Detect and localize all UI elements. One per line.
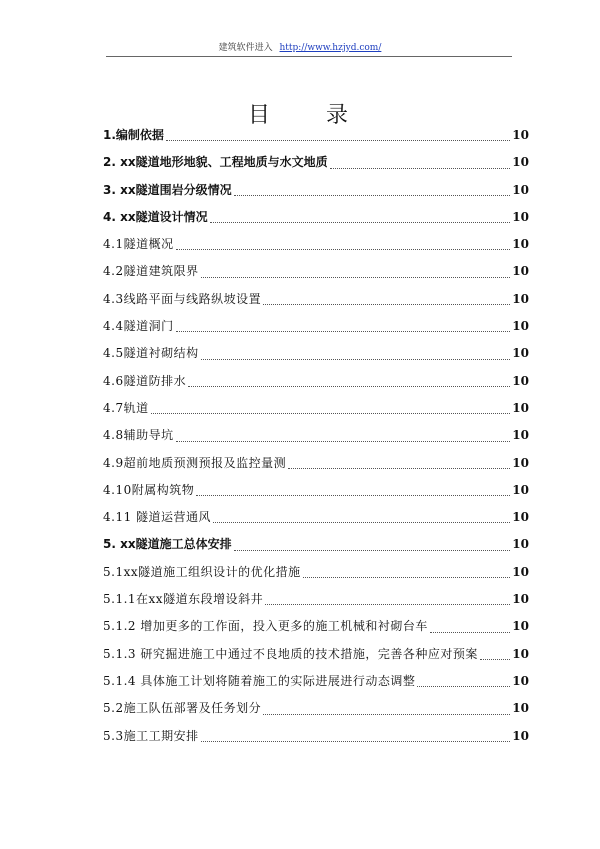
toc-entry-page: 10 [512, 728, 529, 743]
toc-entry-label: 4.8辅助导坑 [103, 428, 174, 443]
toc-leader-dots [303, 577, 511, 578]
toc-entry-label: 1.编制依据 [103, 128, 164, 142]
toc-entry[interactable] [103, 723, 529, 750]
toc-entry-page: 10 [512, 264, 529, 279]
toc-entry[interactable] [103, 122, 529, 149]
toc-entry[interactable] [103, 286, 529, 313]
toc-entry[interactable] [103, 586, 529, 613]
toc-entry[interactable] [103, 231, 529, 258]
toc-leader-dots [265, 604, 510, 605]
toc-entry[interactable] [103, 204, 529, 231]
toc-leader-dots [176, 441, 511, 442]
toc-entry[interactable] [103, 177, 529, 204]
toc-entry[interactable] [103, 559, 529, 586]
toc-entry-label: 3. xx隧道围岩分级情况 [103, 182, 232, 197]
toc-entry-label: 5.1.2 增加更多的工作面，投入更多的施工机械和衬砌台车 [103, 619, 428, 634]
toc-leader-dots [201, 741, 511, 742]
toc-entry[interactable] [103, 450, 529, 477]
toc-entry-page: 10 [512, 510, 529, 525]
toc-entry-page: 10 [512, 291, 529, 306]
toc-entry-label: 5.1.4 具体施工计划将随着施工的实际进展进行动态调整 [103, 673, 416, 688]
toc-entry-page: 10 [512, 128, 529, 142]
toc-entry-label: 2. xx隧道地形地貌、工程地质与水文地质 [103, 155, 328, 170]
header-divider [106, 56, 512, 57]
toc-leader-dots [234, 550, 511, 551]
toc-entry-label: 5.3施工工期安排 [103, 728, 199, 743]
title-char-2: 录 [326, 103, 353, 128]
toc-leader-dots [188, 386, 510, 387]
toc-entry-label: 5.1.3 研究掘进施工中通过不良地质的技术措施，完善各种应对预案 [103, 646, 478, 661]
table-of-contents [103, 122, 529, 750]
toc-entry-label: 4.11 隧道运营通风 [103, 510, 212, 525]
toc-leader-dots [176, 249, 511, 250]
toc-entry-label: 4.4隧道洞门 [103, 319, 174, 334]
toc-entry-label: 4.6隧道防排水 [103, 373, 187, 388]
toc-entry-page: 10 [512, 373, 529, 388]
toc-entry-page: 10 [512, 537, 529, 552]
toc-leader-dots [330, 168, 511, 169]
toc-leader-dots [234, 195, 511, 196]
toc-entry-page: 10 [512, 346, 529, 361]
toc-entry[interactable] [103, 668, 529, 695]
header-link[interactable]: http://www.hzjyd.com/ [279, 43, 382, 53]
toc-leader-dots [201, 359, 511, 360]
toc-entry-page: 10 [512, 237, 529, 252]
toc-entry[interactable] [103, 395, 529, 422]
toc-leader-dots [166, 140, 510, 141]
toc-entry-page: 10 [512, 455, 529, 470]
toc-entry-page: 10 [512, 673, 529, 688]
toc-entry-label: 5.2施工队伍部署及任务划分 [103, 701, 262, 716]
toc-entry-label: 4.9超前地质预测预报及监控量测 [103, 455, 287, 470]
toc-leader-dots [430, 632, 510, 633]
toc-entry[interactable] [103, 531, 529, 558]
toc-entry[interactable] [103, 695, 529, 722]
toc-entry[interactable] [103, 368, 529, 395]
toc-leader-dots [176, 331, 511, 332]
toc-entry[interactable] [103, 258, 529, 285]
page-header [0, 40, 600, 53]
toc-entry-page: 10 [512, 646, 529, 661]
toc-entry[interactable] [103, 340, 529, 367]
toc-entry-page: 10 [512, 400, 529, 415]
header-text: 建筑软件进入 [218, 43, 273, 53]
toc-entry-label: 4.7轨道 [103, 400, 149, 415]
toc-entry-page: 10 [512, 701, 529, 716]
toc-entry[interactable] [103, 149, 529, 176]
toc-entry-page: 10 [512, 428, 529, 443]
toc-entry-page: 10 [512, 155, 529, 170]
toc-leader-dots [417, 686, 510, 687]
toc-entry[interactable] [103, 504, 529, 531]
toc-leader-dots [151, 413, 511, 414]
toc-entry-label: 5.1xx隧道施工组织设计的优化措施 [103, 564, 301, 579]
toc-entry-page: 10 [512, 592, 529, 607]
toc-entry-label: 5.1.1在xx隧道东段增设斜井 [103, 592, 264, 607]
toc-entry-label: 4.5隧道衬砌结构 [103, 346, 199, 361]
toc-leader-dots [480, 659, 510, 660]
toc-entry-label: 4.3线路平面与线路纵坡设置 [103, 291, 262, 306]
toc-entry[interactable] [103, 613, 529, 640]
toc-entry-page: 10 [512, 319, 529, 334]
toc-leader-dots [201, 277, 511, 278]
toc-entry-label: 4.10附属构筑物 [103, 482, 195, 497]
toc-leader-dots [288, 468, 510, 469]
toc-entry-label: 4. xx隧道设计情况 [103, 209, 208, 224]
toc-entry-page: 10 [512, 619, 529, 634]
toc-leader-dots [196, 495, 510, 496]
toc-entry-label: 5. xx隧道施工总体安排 [103, 537, 232, 552]
toc-entry[interactable] [103, 313, 529, 340]
toc-leader-dots [263, 304, 510, 305]
toc-leader-dots [263, 714, 510, 715]
toc-entry-label: 4.2隧道建筑限界 [103, 264, 199, 279]
toc-entry-page: 10 [512, 482, 529, 497]
toc-entry-page: 10 [512, 564, 529, 579]
toc-entry[interactable] [103, 477, 529, 504]
toc-entry-label: 4.1隧道概况 [103, 237, 174, 252]
toc-leader-dots [213, 522, 510, 523]
toc-entry[interactable] [103, 641, 529, 668]
toc-leader-dots [210, 222, 511, 223]
toc-entry-page: 10 [512, 209, 529, 224]
toc-entry[interactable] [103, 422, 529, 449]
toc-entry-page: 10 [512, 182, 529, 197]
title-char-1: 目 [247, 103, 274, 128]
